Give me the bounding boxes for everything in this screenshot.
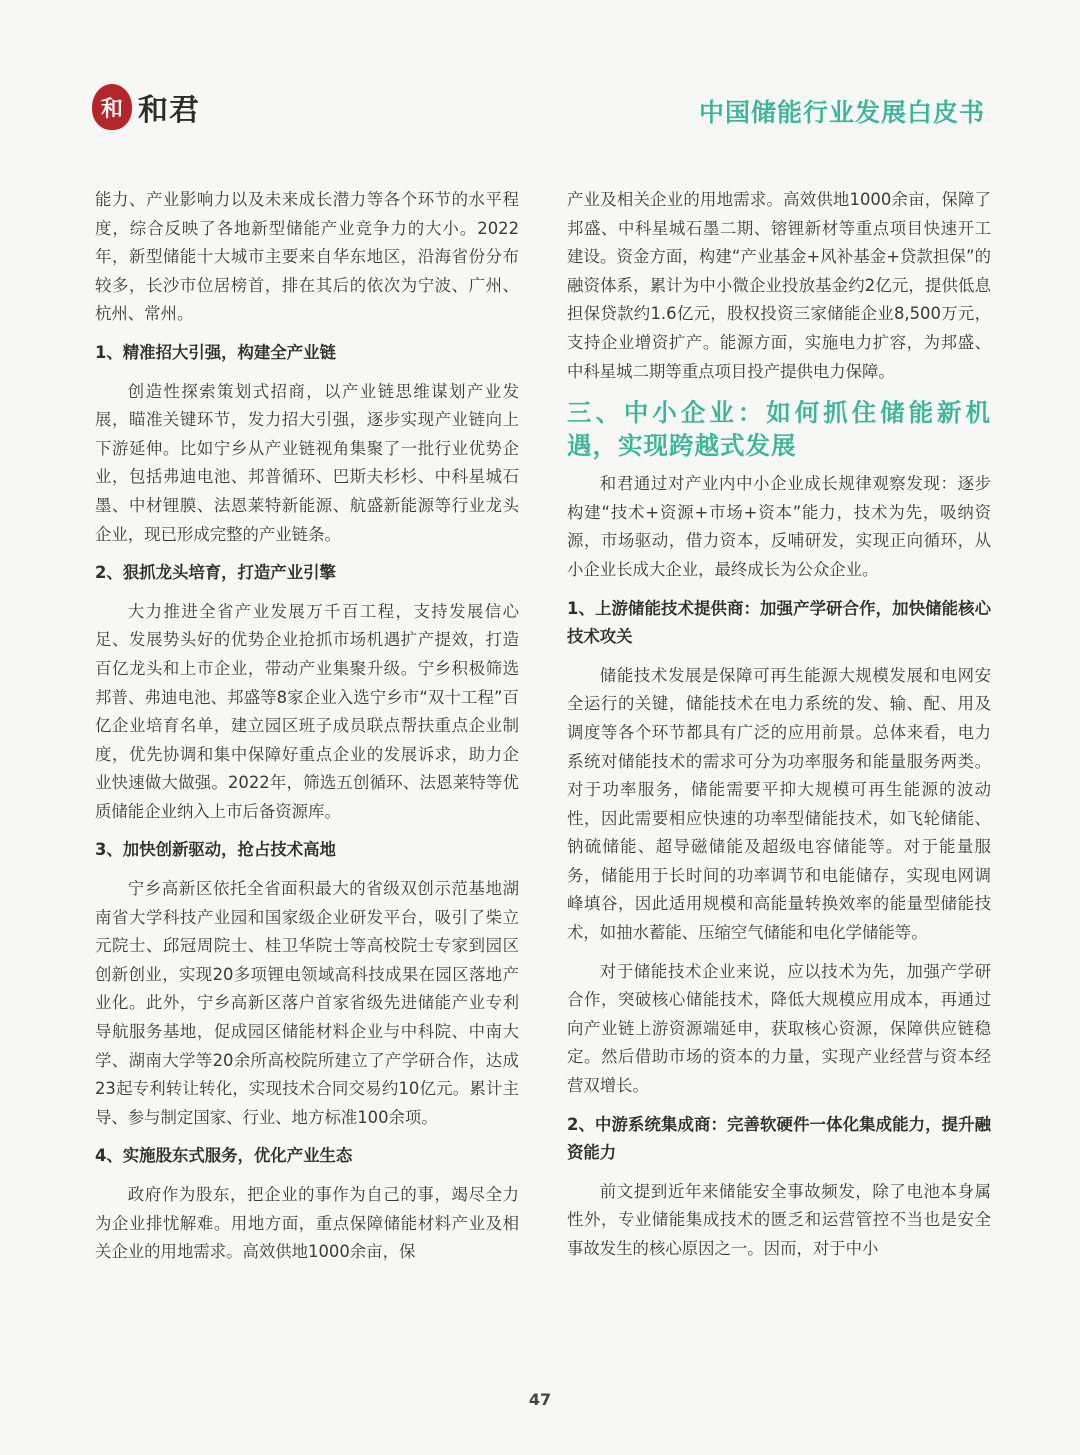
left-column: [95, 186, 519, 1277]
subheading: 4、实施股东式服务，优化产业生态: [95, 1146, 353, 1166]
logo-seal-icon: 和: [92, 84, 132, 130]
document-title: 中国储能行业发展白皮书: [698, 98, 985, 127]
paragraph: 政府作为股东，把企业的事作为自己的事，竭尽全力为企业排忧解难。用地方面，重点保障储能材料产业及相关企业的用地需求。高效供地1000余亩，保: [95, 1185, 519, 1262]
paragraph: 储能技术发展是保障可再生能源大规模发展和电网安全运行的关键，储能技术在电力系统的发、输、配、用及调度等各个环节都具有广泛的应用前景。总体来看，电力系统对储能技术的需求可分为功率服务和能量服务两类。对于功率服务，储能需要平抑大规模可再生能源的波动性，因此需要相应快速的功率型储能技术，如飞轮储能、钠硫储能、超导磁储能及超级电容储能等。对于能量服务，储能用于长时间的功率调节和电能储存，实现电网调峰填谷，因此适用规模和高能量转换效率的能量型储能技术，如抽水蓄能、压缩空气储能和电化学储能等。: [567, 665, 991, 943]
logo-text: 和君: [138, 93, 200, 128]
subheading: 2、狠抓龙头培育，打造产业引擎: [95, 563, 336, 583]
paragraph: 创造性探索策划式招商，以产业链思维谋划产业发展，瞄准关键环节，发力招大引强，逐步实现产业链向上下游延伸。比如宁乡从产业链视角集聚了一批行业优势企业，包括弗迪电池、邦普循环、巴斯夫杉杉、中科星城石墨、中材锂膜、法恩莱特新能源、航盛新能源等行业龙头企业，现已形成完整的产业链条。: [95, 381, 519, 544]
paragraph: 宁乡高新区依托全省面积最大的省级双创示范基地湖南省大学科技产业园和国家级企业研发平台，吸引了柴立元院士、邱冠周院士、桂卫华院士等高校院士专家到园区创新创业，实现20多项锂电领域高科技成果在园区落地产业化。此外，宁乡高新区落户首家省级先进储能产业专利导航服务基地，促成园区储能材料企业与中科院、中南大学、湖南大学等20余所高校院所建立了产学研合作，达成23起专利转让转化，实现技术合同交易约10亿元。累计主导、参与制定国家、行业、地方标准100余项。: [95, 879, 519, 1127]
paragraph: 对于储能技术企业来说，应以技术为先，加强产学研合作，突破核心储能技术，降低大规模应用成本，再通过向产业链上游资源端延申，获取核心资源，保障供应链稳定。然后借助市场的资本的力量，实现产业经营与资本经营双增长。: [567, 961, 991, 1096]
brand-logo: [92, 84, 200, 130]
subheading: 2、中游系统集成商：完善软硬件一体化集成能力，提升融资能力: [567, 1114, 991, 1163]
section-title: 三、中小企业：如何抓住储能新机遇，实现跨越式发展: [567, 398, 991, 461]
subheading: 1、上游储能技术提供商：加强产学研合作，加快储能核心技术攻关: [567, 598, 991, 647]
paragraph: 前文提到近年来储能安全事故频发，除了电池本身属性外，专业储能集成技术的匮乏和运营管控不当也是安全事故发生的核心原因之一。因而，对于中小: [567, 1181, 991, 1258]
paragraph: 能力、产业影响力以及未来成长潜力等各个环节的水平程度，综合反映了各地新型储能产业竞争力的大小。2022年，新型储能十大城市主要来自华东地区，沿海省份分布较多，长沙市位居榜首，排在其后的依次为宁波、广州、杭州、常州。: [95, 190, 519, 324]
paragraph: 大力推进全省产业发展万千百工程，支持发展信心足、发展势头好的优势企业抢抓市场机遇扩产提效，打造百亿龙头和上市企业，带动产业集聚升级。宁乡积极筛选邦普、弗迪电池、邦盛等8家企业入选宁乡市“双十工程”百亿企业培育名单，建立园区班子成员联点帮扶重点企业制度，优先协调和集中保障好重点企业的发展诉求，助力企业快速做大做强。2022年，筛选五创循环、法恩莱特等优质储能企业纳入上市后备资源库。: [95, 601, 519, 821]
page-header: [0, 0, 1080, 150]
page-number: 47: [528, 1390, 552, 1409]
right-column: [567, 186, 991, 1274]
subheading: 3、加快创新驱动，抢占技术高地: [95, 840, 336, 860]
paragraph: 和君通过对产业内中小企业成长规律观察发现：逐步构建“技术+资源+市场+资本”能力，技术为先，吸纳资源，市场驱动，借力资本，反哺研发，实现正向循环，从小企业长成大企业，最终成长为公众企业。: [567, 474, 991, 579]
subheading: 1、精准招大引强，构建全产业链: [95, 342, 336, 362]
paragraph: 产业及相关企业的用地需求。高效供地1000余亩，保障了邦盛、中科星城石墨二期、镕锂新材等重点项目快速开工建设。资金方面，构建“产业基金+风补基金+贷款担保”的融资体系，累计为中小微企业投放基金约2亿元，提供低息担保贷款约1.6亿元，股权投资三家储能企业8,500万元，支持企业增资扩产。能源方面，实施电力扩容，为邦盛、中科星城二期等重点项目投产提供电力保障。: [567, 190, 991, 381]
